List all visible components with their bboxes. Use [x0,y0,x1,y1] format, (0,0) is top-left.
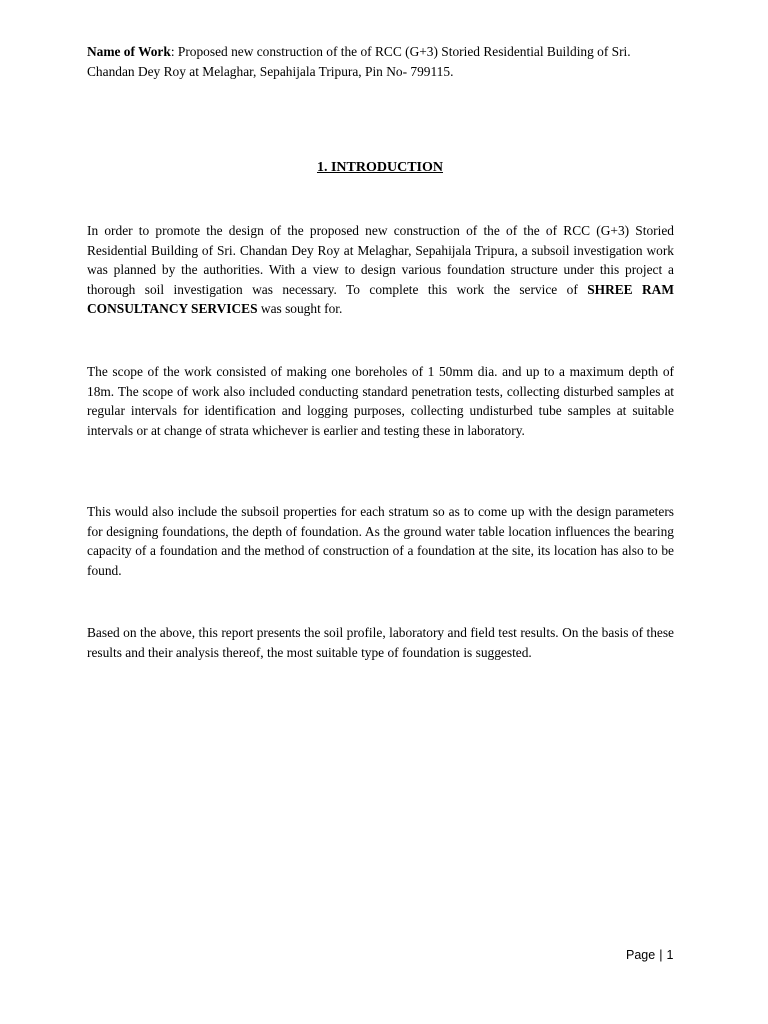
name-of-work-text: : Proposed new construction of the of RCC (G+3) Storied Residential Building of Sri. Chandan Dey Roy at Melaghar, Sepahijala Tripura, Pin No- 799115. [87,44,631,79]
name-of-work-label: Name of Work [87,44,171,59]
paragraph-1-text-end: was sought for. [257,301,343,316]
paragraph-1-text-start: In order to promote the design of the proposed new construction of the of the of RCC (G+3) Storied Residential Building of Sri. Chandan Dey Roy at Melaghar, Sepahijala Tripura, a subsoil investigation work was planned by the authorities. With a view to design various foundation structure under this project a thorough soil investigation was necessary. To complete this work the service of [87,223,674,297]
paragraph-summary: Based on the above, this report presents the soil profile, laboratory and field test results. On the basis of these results and their analysis thereof, the most suitable type of foundation is suggested. [87,625,674,660]
paragraph-subsoil-properties: This would also include the subsoil properties for each stratum so as to come up with the design parameters for designing foundations, the depth of foundation. As the ground water table location influences the bearing capacity of a foundation and the method of construction of a foundation at the site, its location has also to be found. [87,504,674,578]
page-number: 1 [666,948,674,962]
page-label: Page [626,948,656,962]
paragraph-scope: The scope of the work consisted of making one boreholes of 1 50mm dia. and up to a maximum depth of 18m. The scope of work also included conducting standard penetration tests, collecting disturbed samples at regular intervals for identification and logging purposes, collecting undisturbed tube samples at suitable intervals or at change of strata whichever is earlier and testing these in laboratory. [87,364,674,438]
name-of-work-header [87,42,677,81]
paragraph-introduction [87,221,674,319]
page-footer [626,946,673,964]
section-heading [0,158,760,178]
section-heading-text: 1. INTRODUCTION [316,160,443,175]
page-separator: | [659,948,663,962]
consultancy-name: SHREE RAM CONSULTANCY SERVICES [87,281,674,316]
